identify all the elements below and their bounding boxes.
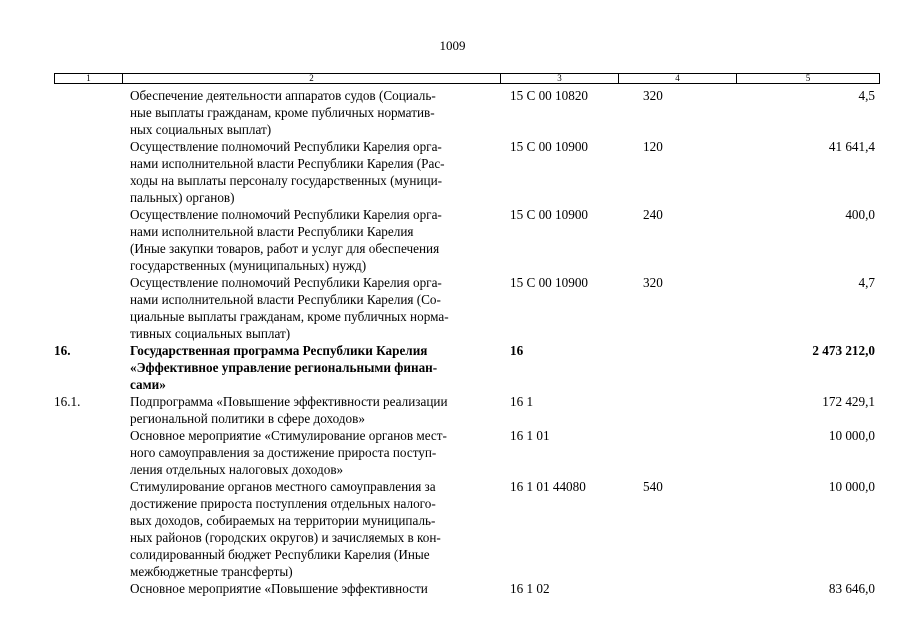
header-col-4: 4 xyxy=(619,74,737,83)
row-sum: 83 646,0 xyxy=(828,581,875,596)
row-code: 16 1 01 xyxy=(510,428,550,443)
row-sum: 2 473 212,0 xyxy=(812,343,875,358)
row-expense-type: 540 xyxy=(643,479,663,494)
row-number xyxy=(54,427,130,478)
row-code: 15 С 00 10900 xyxy=(510,207,589,222)
row-number xyxy=(54,87,130,138)
row-number: 16. xyxy=(54,343,71,358)
row-code: 16 1 01 44080 xyxy=(510,479,586,494)
table-row xyxy=(54,87,880,138)
row-name: Государственная программа Республики Карелия «Эффективное управление региональными финан- сами» xyxy=(130,343,438,392)
header-col-2: 2 xyxy=(123,74,501,83)
row-code: 15 С 00 10900 xyxy=(510,275,589,290)
row-name: Обеспечение деятельности аппаратов судов (Социаль- ные выплаты гражданам, кроме публичных норматив- ных социальных выплат) xyxy=(130,88,436,137)
row-expense-type xyxy=(622,393,712,427)
row-expense-type: 120 xyxy=(643,139,663,154)
row-number xyxy=(54,138,130,206)
table-row xyxy=(54,478,880,580)
table-row xyxy=(54,274,880,342)
row-name: Основное мероприятие «Повышение эффективности xyxy=(130,581,428,596)
row-sum: 400,0 xyxy=(845,207,875,222)
row-expense-type: 320 xyxy=(643,88,663,103)
row-name: Осуществление полномочий Республики Карелия орга- нами исполнительной власти Республики Карелия (Иные закупки товаров, работ и услуг для обеспечения государственных (муниципальных) нужд) xyxy=(130,207,442,273)
header-col-1: 1 xyxy=(55,74,123,83)
row-sum: 10 000,0 xyxy=(828,479,875,494)
row-name: Осуществление полномочий Республики Карелия орга- нами исполнительной власти Республики Карелия (Рас- ходы на выплаты персоналу государственных (муници- пальных) органов) xyxy=(130,139,445,205)
row-sum: 4,7 xyxy=(858,275,875,290)
row-code: 15 С 00 10900 xyxy=(510,139,589,154)
row-number xyxy=(54,478,130,580)
row-code: 16 1 xyxy=(510,394,534,409)
row-number: 16.1. xyxy=(54,394,81,409)
row-sum: 41 641,4 xyxy=(828,139,875,154)
row-code: 16 xyxy=(510,343,524,358)
row-expense-type: 240 xyxy=(643,207,663,222)
table-row xyxy=(54,138,880,206)
row-number xyxy=(54,274,130,342)
row-expense-type xyxy=(622,580,712,597)
row-name: Основное мероприятие «Стимулирование органов мест- ного самоуправления за достижение прироста поступ- ления отдельных налоговых доходов» xyxy=(130,428,447,477)
row-number xyxy=(54,580,130,597)
row-name: Подпрограмма «Повышение эффективности реализации региональной политики в сфере доходов» xyxy=(130,394,448,426)
row-sum: 4,5 xyxy=(858,88,875,103)
row-name: Стимулирование органов местного самоуправления за достижение прироста поступления отдельных налого- вых доходов, собираемых на территории муниципаль- ных районов (городских округов) и зачисляемых в кон- солидированный бюджет Республики Карелия (Иные межбюджетные трансферты) xyxy=(130,479,441,579)
table-row xyxy=(54,206,880,274)
header-col-3: 3 xyxy=(501,74,619,83)
table-row xyxy=(54,427,880,478)
budget-table-body xyxy=(54,87,880,597)
table-header xyxy=(54,73,880,84)
table-row xyxy=(54,393,880,427)
table-row xyxy=(54,580,880,597)
row-sum: 10 000,0 xyxy=(828,428,875,443)
page-number: 1009 xyxy=(439,38,466,53)
header-col-5: 5 xyxy=(805,73,811,83)
row-expense-type xyxy=(622,427,712,478)
row-code: 16 1 02 xyxy=(510,581,550,596)
table-row xyxy=(54,342,880,393)
row-expense-type: 320 xyxy=(643,275,663,290)
row-sum: 172 429,1 xyxy=(822,394,875,409)
row-expense-type xyxy=(622,342,712,393)
row-code: 15 С 00 10820 xyxy=(510,88,589,103)
row-number xyxy=(54,206,130,274)
row-name: Осуществление полномочий Республики Карелия орга- нами исполнительной власти Республики Карелия (Со- циальные выплаты гражданам, кроме публичных норма- тивных социальных выплат) xyxy=(130,275,449,341)
